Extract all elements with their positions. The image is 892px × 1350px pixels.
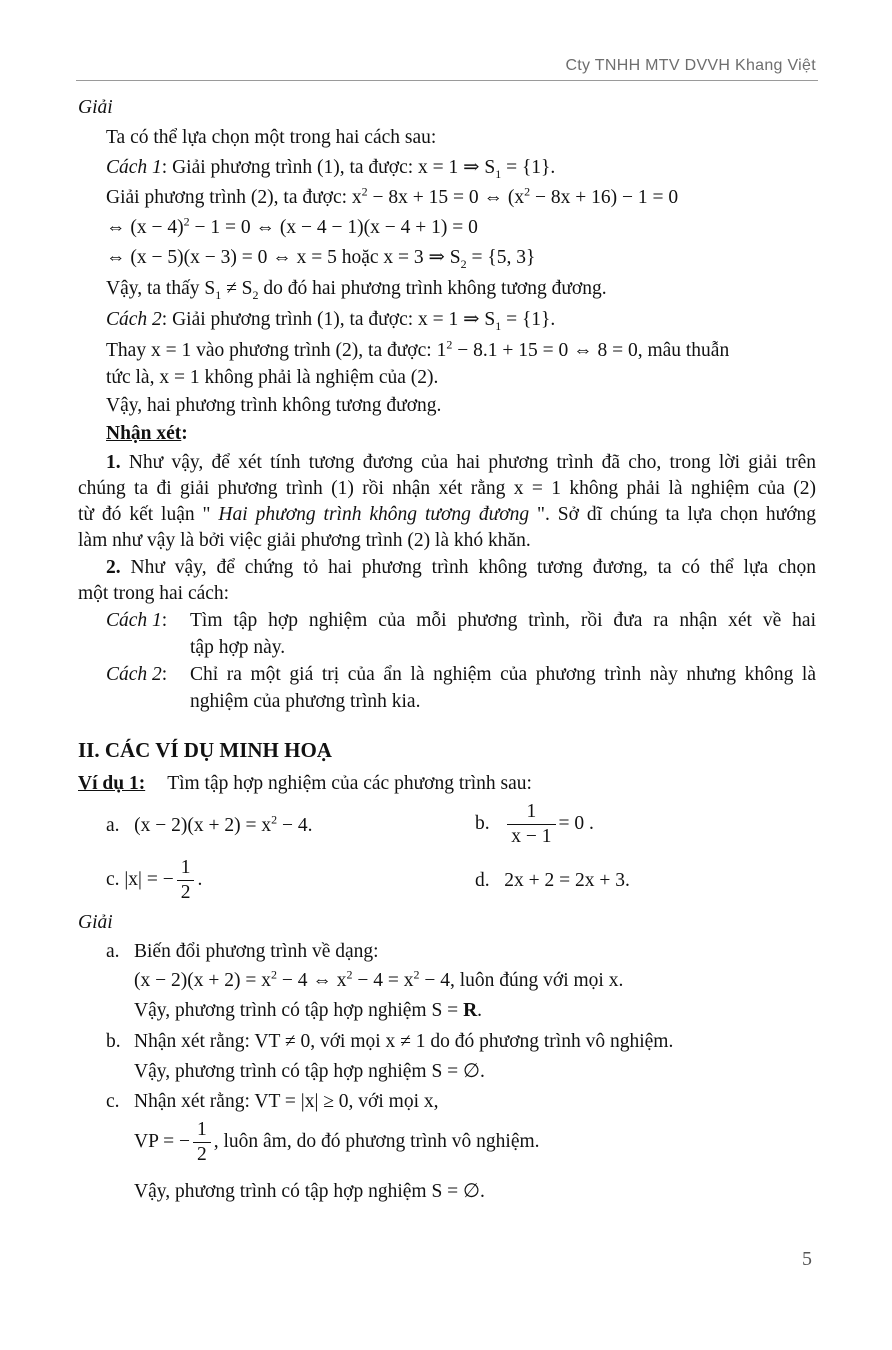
text: − 8x + 16) − 1 = 0: [530, 187, 679, 208]
superscript: 2: [183, 214, 190, 229]
subscript: 2: [460, 256, 467, 271]
text: − 1 = 0 ⇔ (x − 4 − 1)(x − 4 + 1) = 0: [189, 217, 478, 238]
superscript: 2: [446, 337, 453, 352]
solution-line: Biến đổi phương trình về dạng:: [134, 941, 379, 962]
text: − 4.: [277, 815, 313, 836]
item-label: a.: [106, 941, 120, 962]
running-header: Cty TNHH MTV DVVH Khang Việt: [565, 57, 816, 74]
text: :: [161, 664, 168, 685]
method-2-text: nghiệm của phương trình kia.: [190, 691, 421, 712]
remark-line: [78, 556, 816, 580]
solution-label: Giải: [78, 912, 113, 933]
solution-label: Giải: [78, 97, 113, 118]
method-2-label: [106, 663, 167, 687]
solution-line: [106, 216, 478, 240]
text: − 4 = x: [352, 970, 414, 991]
solution-line: Vậy, phương trình có tập hợp nghiệm S = ∅.: [134, 1181, 485, 1202]
numerator: 1: [177, 856, 195, 881]
text: 2x + 2 = 2x + 3.: [504, 870, 630, 891]
fraction: [193, 1118, 211, 1167]
text: do đó hai phương trình không tương đương.: [258, 278, 607, 299]
text: ≠ S: [221, 278, 253, 299]
method-1-text: tập hợp này.: [190, 637, 286, 658]
solution-line: [106, 277, 607, 301]
solution-line: [106, 156, 555, 180]
text: |x| = −: [124, 869, 174, 890]
text: Cách 2: [106, 664, 162, 685]
text: (x − 2)(x + 2) = x: [134, 815, 272, 836]
item-label: c.: [106, 1091, 120, 1112]
remark-line: làm như vậy là bởi việc giải phương trình (2) là khó khăn.: [78, 530, 531, 551]
example-heading: [78, 772, 532, 796]
text: ⇔ (x − 5)(x − 3) = 0 ⇔ x = 5 hoặc x = 3 ⇒ S: [106, 247, 461, 268]
method-2-text: Chỉ ra một giá trị của ẩn là nghiệm của phương trình này nhưng không là: [190, 664, 816, 685]
text: Thay x = 1 vào phương trình (2), ta được: 1: [106, 340, 447, 361]
remark-line: chúng ta đi giải phương trình (1) rồi nhận xét rằng x = 1 không phải là nghiệm của (2): [78, 478, 816, 499]
section-title: II. CÁC VÍ DỤ MINH HOẠ: [78, 738, 332, 762]
solution-line: [134, 999, 482, 1023]
text: .: [197, 869, 203, 890]
remark-line: [78, 451, 816, 475]
header-rule: [76, 80, 818, 81]
subscript: 1: [495, 318, 502, 333]
superscript: 2: [271, 812, 278, 827]
remarks-title-text: Nhận xét: [106, 423, 182, 444]
item-label: a.: [106, 815, 120, 836]
numerator: 1: [193, 1118, 211, 1143]
text: ⇔ (x − 4): [106, 217, 184, 238]
fraction: [507, 800, 555, 849]
solution-line: Vậy, phương trình có tập hợp nghiệm S = ∅.: [134, 1061, 485, 1082]
quoted-text: Hai phương trình không tương đương: [218, 504, 530, 525]
text: − 8.1 + 15 = 0 ⇔ 8 = 0, mâu thuẫn: [452, 340, 730, 361]
text: từ đó kết luận ": [78, 504, 219, 525]
problem-d: [475, 869, 630, 893]
example-prompt: Tìm tập hợp nghiệm của các phương trình sau:: [167, 773, 532, 794]
text: ". Sở dĩ chúng ta lựa chọn hướng: [529, 504, 817, 525]
item-label: b.: [106, 1031, 121, 1052]
text: = {1}.: [501, 157, 556, 178]
text: :: [161, 610, 168, 631]
superscript: 2: [524, 184, 531, 199]
item-label: c.: [106, 869, 120, 890]
text: Vậy, ta thấy S: [106, 278, 216, 299]
superscript: 2: [346, 967, 353, 982]
text: Giải phương trình (2), ta được: x: [106, 187, 362, 208]
subscript: 2: [252, 287, 259, 302]
solution-line: Nhận xét rằng: VT ≠ 0, với mọi x ≠ 1 do đó phương trình vô nghiệm.: [134, 1031, 674, 1052]
text: , luôn âm, do đó phương trình vô nghiệm.: [213, 1131, 540, 1152]
text: Như vậy, để chứng tỏ hai phương trình không tương đương, ta có thể lựa chọn: [120, 557, 816, 578]
superscript: 2: [270, 967, 277, 982]
problem-b: [475, 800, 594, 849]
text: (x − 2)(x + 2) = x: [134, 970, 271, 991]
example-label: Ví dụ 1:: [78, 773, 146, 794]
problem-c: [106, 856, 202, 905]
solution-line: Nhận xét rằng: VT = |x| ≥ 0, với mọi x,: [134, 1091, 439, 1112]
solution-line: tức là, x = 1 không phải là nghiệm của (2).: [106, 367, 439, 388]
remark-number: 2.: [106, 557, 121, 578]
method-label: Cách 1: [106, 157, 162, 178]
text: Vậy, phương trình có tập hợp nghiệm S =: [134, 1000, 464, 1021]
solution-line: Vậy, hai phương trình không tương đương.: [106, 395, 442, 416]
numerator: 1: [507, 800, 555, 825]
text: = 0 .: [558, 813, 594, 834]
denominator: x − 1: [511, 826, 552, 848]
solution-line: [134, 969, 623, 993]
remarks-title: [106, 422, 188, 446]
remark-line: [78, 503, 816, 527]
real-numbers-symbol: R: [463, 1000, 478, 1021]
denominator: 2: [180, 882, 191, 904]
text: − 4 ⇔ x: [276, 970, 347, 991]
subscript: 1: [215, 287, 222, 302]
text: = {1}.: [501, 309, 556, 330]
subscript: 1: [495, 166, 502, 181]
item-label: d.: [475, 870, 490, 891]
method-label: Cách 2: [106, 309, 162, 330]
fraction: [177, 856, 195, 905]
item-label: b.: [475, 813, 490, 834]
text: : Giải phương trình (1), ta được: x = 1 ⇒ S: [161, 309, 496, 330]
problem-a: [106, 814, 313, 838]
page-number: 5: [802, 1248, 812, 1270]
text: :: [181, 423, 188, 444]
text: Cách 1: [106, 610, 162, 631]
solution-line: [106, 339, 729, 363]
solution-line: Ta có thể lựa chọn một trong hai cách sau:: [106, 127, 437, 148]
solution-line: [134, 1118, 540, 1167]
text: .: [477, 1000, 483, 1021]
superscript: 2: [413, 967, 420, 982]
text: − 8x + 15 = 0 ⇔ (x: [367, 187, 525, 208]
text: = {5, 3}: [466, 247, 536, 268]
text: : Giải phương trình (1), ta được: x = 1 ⇒ S: [161, 157, 496, 178]
remark-line: một trong hai cách:: [78, 583, 230, 604]
solution-line: [106, 308, 555, 332]
solution-line: [106, 186, 678, 210]
text: VP = −: [134, 1131, 190, 1152]
remark-number: 1.: [106, 452, 121, 473]
text: Như vậy, để xét tính tương đương của hai phương trình đã cho, trong lời giải trên: [120, 452, 816, 473]
text: − 4, luôn đúng với mọi x.: [419, 970, 624, 991]
denominator: 2: [196, 1144, 207, 1166]
method-1-text: Tìm tập hợp nghiệm của mỗi phương trình, rồi đưa ra nhận xét về hai: [190, 610, 816, 631]
superscript: 2: [361, 184, 368, 199]
solution-line: [106, 246, 535, 270]
method-1-label: [106, 609, 167, 633]
